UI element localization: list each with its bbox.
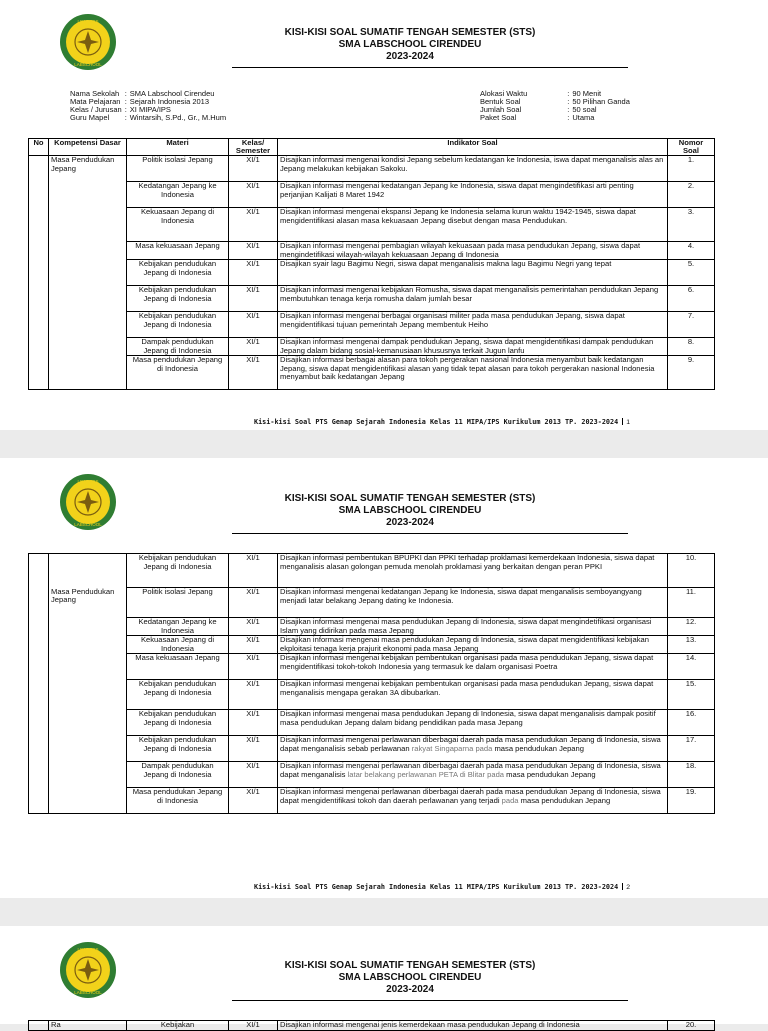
cell-no (29, 788, 49, 814)
document-header (180, 27, 640, 63)
meta-value: 50 soal (572, 105, 597, 114)
table-row (29, 260, 715, 286)
table-row (29, 338, 715, 356)
table-row (29, 1021, 715, 1031)
cell-kelas: XI/1 (229, 356, 278, 390)
cell-materi: Kebijakan pendudukan Jepang di Indonesia (127, 680, 229, 710)
table-row (29, 554, 715, 588)
cell-kelas: XI/1 (229, 636, 278, 654)
meta-value: Utama (572, 113, 595, 122)
cell-kelas: XI/1 (229, 208, 278, 242)
cell-kelas: XI/1 (229, 1021, 278, 1031)
school-logo (58, 940, 118, 1000)
meta-sep: : (124, 105, 127, 114)
cell-indikator: Disajikan informasi mengenai masa pendudukan Jepang di Indonesia, siswa dapat mengidentifikasi kebijakan ekploitasi tenaga kerja prajurit ekonomi pada masa Jepang (278, 636, 668, 654)
header-title: KISI-KISI SOAL SUMATIF TENGAH SEMESTER (STS) (284, 960, 536, 971)
document-header (180, 493, 640, 529)
cell-kd (49, 636, 127, 654)
cell-kd (49, 710, 127, 736)
cell-kelas: XI/1 (229, 554, 278, 588)
table-row (29, 710, 715, 736)
table-row (29, 762, 715, 788)
header-year: 2023-2024 (386, 984, 434, 995)
cell-nomor: 19. (668, 788, 715, 814)
cell-indikator: Disajikan informasi mengenai kedatangan Jepang ke Indonesia, siswa dapat menganalisis semboyangyang menjadi latar belakang Jepang dating ke Indonesia. (278, 588, 668, 618)
cell-kelas: XI/1 (229, 260, 278, 286)
cell-no (29, 260, 49, 286)
cell-no (29, 554, 49, 588)
meta-label: Alokasi Waktu (480, 89, 528, 98)
cell-nomor: 9. (668, 356, 715, 390)
cell-kd (49, 762, 127, 788)
school-logo (58, 12, 118, 72)
cell-nomor: 6. (668, 286, 715, 312)
meta-left (70, 90, 229, 122)
cell-materi: Kekuasaan Jepang di Indonesia (127, 208, 229, 242)
cell-materi: Politik isolasi Jepang (127, 156, 229, 182)
cell-indikator: Disajikan informasi mengenai perlawanan diberbagai daerah pada masa pendudukan Jepang di Indonesia, siswa dapat menganalisis sebab perlawanan rakyat Singaparna pada masa pendudukan Jepang (278, 736, 668, 762)
cell-nomor: 20. (668, 1021, 715, 1031)
meta-value: XI MIPA/IPS (129, 105, 171, 114)
header-no: No (29, 139, 49, 156)
table-row (29, 654, 715, 680)
cell-kd (49, 788, 127, 814)
meta-sep: : (567, 105, 570, 114)
meta-value: SMA Labschool Cirendeu (129, 89, 215, 98)
cell-no (29, 286, 49, 312)
cell-nomor: 13. (668, 636, 715, 654)
cell-indikator: Disajikan informasi mengenai kedatangan Jepang ke Indonesia, siswa dapat mengindetifikasi arti penting perjanjian Kalijati 8 Maret 1942 (278, 182, 668, 208)
meta-right (480, 90, 633, 122)
header-school: SMA LABSCHOOL CIRENDEU (338, 505, 482, 516)
document-page-1 (0, 0, 768, 430)
cell-no (29, 654, 49, 680)
cell-kelas: XI/1 (229, 312, 278, 338)
meta-label: Kelas / Jurusan (70, 105, 122, 114)
cell-nomor: 4. (668, 242, 715, 260)
svg-text:LABSCHOOL: LABSCHOOL (74, 522, 102, 527)
cell-no (29, 356, 49, 390)
cell-nomor: 11. (668, 588, 715, 618)
header-year: 2023-2024 (386, 51, 434, 62)
cell-materi: Kedatangan Jepang ke Indonesia (127, 618, 229, 636)
cell-indikator: Disajikan informasi mengenai kebijakan Romusha, siswa dapat menganalisis pemerintahan pendudukan Jepang membutuhkan tenaga kerja romusha dalam jumlah besar (278, 286, 668, 312)
meta-sep: : (567, 97, 570, 106)
cell-indikator: Disajikan informasi mengenai kondisi Jepang sebelum kedatangan ke Indonesia, iswa dapat menganalisis alas an Jepang melakukan kebijakan Sakoku. (278, 156, 668, 182)
cell-kd (49, 554, 127, 588)
cell-kelas: XI/1 (229, 736, 278, 762)
cell-materi: Kebijakan pendudukan Jepang di Indonesia (127, 736, 229, 762)
cell-kd (49, 338, 127, 356)
cell-nomor: 10. (668, 554, 715, 588)
kisi-kisi-table-page-2 (28, 553, 715, 814)
meta-row (70, 114, 229, 122)
cell-nomor: 2. (668, 182, 715, 208)
cell-kd (49, 654, 127, 680)
header-school: SMA LABSCHOOL CIRENDEU (338, 39, 482, 50)
cell-no (29, 208, 49, 242)
header-rule (232, 533, 628, 534)
svg-text:LEADERS: LEADERS (77, 479, 99, 484)
cell-kd (49, 242, 127, 260)
kisi-kisi-table-page-1 (28, 138, 715, 390)
table-row (29, 680, 715, 710)
table-row (29, 286, 715, 312)
cell-indikator: Disajikan informasi mengenai masa pendudukan Jepang di Indonesia, siswa dapat mengindetifikasi organisasi Islam yang didirikan pada masa Jepang (278, 618, 668, 636)
table-row (29, 636, 715, 654)
cell-materi: Kedatangan Jepang ke Indonesia (127, 182, 229, 208)
cell-materi: Kebijakan pendudukan Jepang di Indonesia (127, 260, 229, 286)
document-page-3 (0, 926, 768, 1029)
cell-kd (49, 736, 127, 762)
meta-value: Sejarah Indonesia 2013 (129, 97, 210, 106)
page-number: 2 (626, 884, 630, 891)
meta-sep: : (124, 97, 127, 106)
cell-materi: Masa kekuasaan Jepang (127, 242, 229, 260)
meta-sep: : (124, 113, 127, 122)
cell-indikator: Disajikan informasi mengenai perlawanan diberbagai daerah pada masa pendudukan Jepang di Indonesia, siswa dapat mengidentifikasi tokoh dan daerah perlawanan yang terjadi pada masa pendudukan Jepang (278, 788, 668, 814)
cell-kd (49, 356, 127, 390)
cell-kd: Masa Pendudukan Jepang (49, 588, 127, 618)
meta-sep: : (124, 89, 127, 98)
meta-label: Nama Sekolah (70, 89, 120, 98)
footer-text: Kisi-kisi Soal PTS Genap Sejarah Indonesia Kelas 11 MIPA/IPS Kurikulum 2013 TP. 2023-2024 (254, 418, 619, 426)
school-logo (58, 472, 118, 532)
cell-no (29, 762, 49, 788)
table-header-row (29, 139, 715, 156)
cell-materi: Masa pendudukan Jepang di Indonesia (127, 788, 229, 814)
cell-kelas: XI/1 (229, 588, 278, 618)
cell-nomor: 8. (668, 338, 715, 356)
cell-materi: Kebijakan pendudukan Jepang di Indonesia (127, 286, 229, 312)
table-row (29, 242, 715, 260)
svg-text:LABSCHOOL: LABSCHOOL (74, 990, 102, 995)
cell-indikator: Disajikan informasi mengenai kebijakan pembentukan organisasi pada masa pendudukan Jepang, siswa dapat menganalisis mengapa gerakan 3A dibubarkan. (278, 680, 668, 710)
header-title: KISI-KISI SOAL SUMATIF TENGAH SEMESTER (STS) (284, 493, 536, 504)
cell-no (29, 680, 49, 710)
table-row (29, 356, 715, 390)
cell-indikator: Disajikan informasi mengenai perlawanan diberbagai daerah pada masa pendudukan Jepang di Indonesia, siswa dapat menganalisis latar belakang perlawanan PETA di Blitar pada masa pendudukan Jepang (278, 762, 668, 788)
cell-kd (49, 680, 127, 710)
cell-nomor: 12. (668, 618, 715, 636)
cell-no (29, 156, 49, 182)
cell-kelas: XI/1 (229, 338, 278, 356)
cell-kelas: XI/1 (229, 762, 278, 788)
cell-materi: Kebijakan pendudukan Jepang di Indonesia (127, 312, 229, 338)
table-row (29, 588, 715, 618)
header-school: SMA LABSCHOOL CIRENDEU (338, 972, 482, 983)
cell-nomor: 15. (668, 680, 715, 710)
cell-kelas: XI/1 (229, 680, 278, 710)
table-row (29, 208, 715, 242)
meta-value: 90 Menit (572, 89, 602, 98)
cell-indikator: Disajikan informasi pembentukan BPUPKI dan PPKI terhadap proklamasi kemerdekaan Indonesia, siswa dapat menganalisis alasan golongan pemuda menolah proklamasi yang berkaitan dengan peran PPKI (278, 554, 668, 588)
cell-no (29, 710, 49, 736)
table-row (29, 736, 715, 762)
cell-nomor: 7. (668, 312, 715, 338)
table-row (29, 182, 715, 208)
header-title: KISI-KISI SOAL SUMATIF TENGAH SEMESTER (STS) (284, 27, 536, 38)
meta-label: Mata Pelajaran (70, 97, 121, 106)
cell-materi: Masa pendudukan Jepang di Indonesia (127, 356, 229, 390)
meta-sep: : (567, 113, 570, 122)
header-kelas: Kelas/ Semester (229, 139, 278, 156)
svg-text:LEADERS: LEADERS (77, 19, 99, 24)
cell-materi: Kebijakan pendudukan Jepang di Indonesia (127, 554, 229, 588)
meta-label: Bentuk Soal (480, 97, 521, 106)
document-header (180, 960, 640, 996)
cell-materi: Kekuasaan Jepang di Indonesia (127, 636, 229, 654)
cell-indikator: Disajikan informasi mengenai dampak pendudukan Jepang, siswa dapat mengidentifikasi dampak pendudukan Jepang dalam bidang sosial-kemanusiaan khususnya terkait Jugun lanfu (278, 338, 668, 356)
meta-label: Paket Soal (480, 113, 517, 122)
document-page-2 (0, 458, 768, 898)
cell-kd (49, 260, 127, 286)
table-row (29, 788, 715, 814)
cell-indikator: Disajikan informasi mengenai ekspansi Jepang ke Indonesia selama kurun waktu 1942-1945, siswa dapat mengidentifikasi alasan masa kekuasaan Jepang disebut dengan masa Pendudukan. (278, 208, 668, 242)
cell-kd: Ra (49, 1021, 127, 1031)
cell-materi: Masa kekuasaan Jepang (127, 654, 229, 680)
footer-text: Kisi-kisi Soal PTS Genap Sejarah Indonesia Kelas 11 MIPA/IPS Kurikulum 2013 TP. 2023-2024 (254, 883, 619, 891)
meta-value: 50 Pilihan Ganda (572, 97, 630, 106)
svg-text:LEADERS: LEADERS (77, 947, 99, 952)
cell-nomor: 5. (668, 260, 715, 286)
header-materi: Materi (127, 139, 229, 156)
cell-no (29, 338, 49, 356)
cell-kd (49, 182, 127, 208)
cell-nomor: 17. (668, 736, 715, 762)
cell-materi: Dampak pendudukan Jepang di Indonesia (127, 338, 229, 356)
cell-materi: Kebijakan pendudukan Jepang di Indonesia (127, 710, 229, 736)
cell-indikator: Disajikan informasi mengenai masa pendudukan Jepang di Indonesia, siswa dapat menganalisis dampak positif masa pendudukan Jepang dalam bidang pendidikan pada masa Jepang (278, 710, 668, 736)
cell-nomor: 16. (668, 710, 715, 736)
cell-kelas: XI/1 (229, 286, 278, 312)
cell-kelas: XI/1 (229, 654, 278, 680)
cell-kd: Masa Pendudukan Jepang (49, 156, 127, 182)
cell-kelas: XI/1 (229, 788, 278, 814)
meta-sep: : (567, 89, 570, 98)
cell-nomor: 18. (668, 762, 715, 788)
cell-materi: Dampak pendudukan Jepang di Indonesia (127, 762, 229, 788)
header-rule (232, 67, 628, 68)
header-kd: Kompetensi Dasar (49, 139, 127, 156)
cell-indikator: Disajikan informasi mengenai kebijakan pembentukan organisasi pada masa pendudukan Jepang, siswa dapat mengidentifikasi tokoh-tokoh Indonesia yang termasuk ke dalam organisasi Poetra (278, 654, 668, 680)
cell-kelas: XI/1 (229, 618, 278, 636)
cell-kd (49, 286, 127, 312)
svg-text:LABSCHOOL: LABSCHOOL (74, 62, 102, 67)
cell-kelas: XI/1 (229, 182, 278, 208)
header-year: 2023-2024 (386, 517, 434, 528)
page-footer-2 (254, 883, 630, 891)
cell-kd (49, 618, 127, 636)
cell-nomor: 14. (668, 654, 715, 680)
cell-kd (49, 208, 127, 242)
meta-label: Jumlah Soal (480, 105, 522, 114)
cell-no (29, 182, 49, 208)
cell-no (29, 312, 49, 338)
cell-nomor: 3. (668, 208, 715, 242)
cell-kelas: XI/1 (229, 242, 278, 260)
cell-indikator: Disajikan informasi mengenai jenis kemerdekaan masa pendudukan Jepang di Indonesia (278, 1021, 668, 1031)
page-footer-1 (254, 418, 630, 426)
header-nomor: Nomor Soal (668, 139, 715, 156)
meta-value: Wintarsih, S.Pd., Gr., M.Hum (129, 113, 227, 122)
kisi-kisi-table-page-3 (28, 1020, 715, 1031)
cell-kelas: XI/1 (229, 156, 278, 182)
cell-no (29, 588, 49, 618)
cell-materi: Kebijakan (127, 1021, 229, 1031)
cell-no (29, 636, 49, 654)
table-row (29, 618, 715, 636)
meta-label: Guru Mapel (70, 113, 110, 122)
cell-kd (49, 312, 127, 338)
meta-row (480, 114, 633, 122)
cell-kelas: XI/1 (229, 710, 278, 736)
cell-indikator: Disajikan informasi mengenai berbagai organisasi militer pada masa pendudukan Jepang, siswa dapat mengidentifikasi tujuan pemerintah Jepang membentuk Heiho (278, 312, 668, 338)
table-row (29, 156, 715, 182)
header-indikator: Indikator Soal (278, 139, 668, 156)
cell-no (29, 618, 49, 636)
cell-no (29, 1021, 49, 1031)
cell-indikator: Disajikan informasi berbagai alasan para tokoh pergerakan nasional Indonesia menyambut baik kedatangan Jepang, siswa dapat mengidentifikasi alasan yang tidak tepat alasan para tokoh pergerakan nasional Indonesia menyambut baik kedatangan Jepang (278, 356, 668, 390)
cell-indikator: Disajikan syair lagu Bagimu Negri, siswa dapat menganalisis makna lagu Bagimu Negri yang tepat (278, 260, 668, 286)
cell-materi: Politik isolasi Jepang (127, 588, 229, 618)
cell-no (29, 736, 49, 762)
cell-no (29, 242, 49, 260)
table-row (29, 312, 715, 338)
cell-indikator: Disajikan informasi mengenai pembagian wilayah kekuasaan pada masa pendudukan Jepang, siswa dapat mengindetifikasi wilayah-wilayah kekuasaan Jepang di Indonesia (278, 242, 668, 260)
page-number: 1 (626, 419, 630, 426)
cell-nomor: 1. (668, 156, 715, 182)
header-rule (232, 1000, 628, 1001)
